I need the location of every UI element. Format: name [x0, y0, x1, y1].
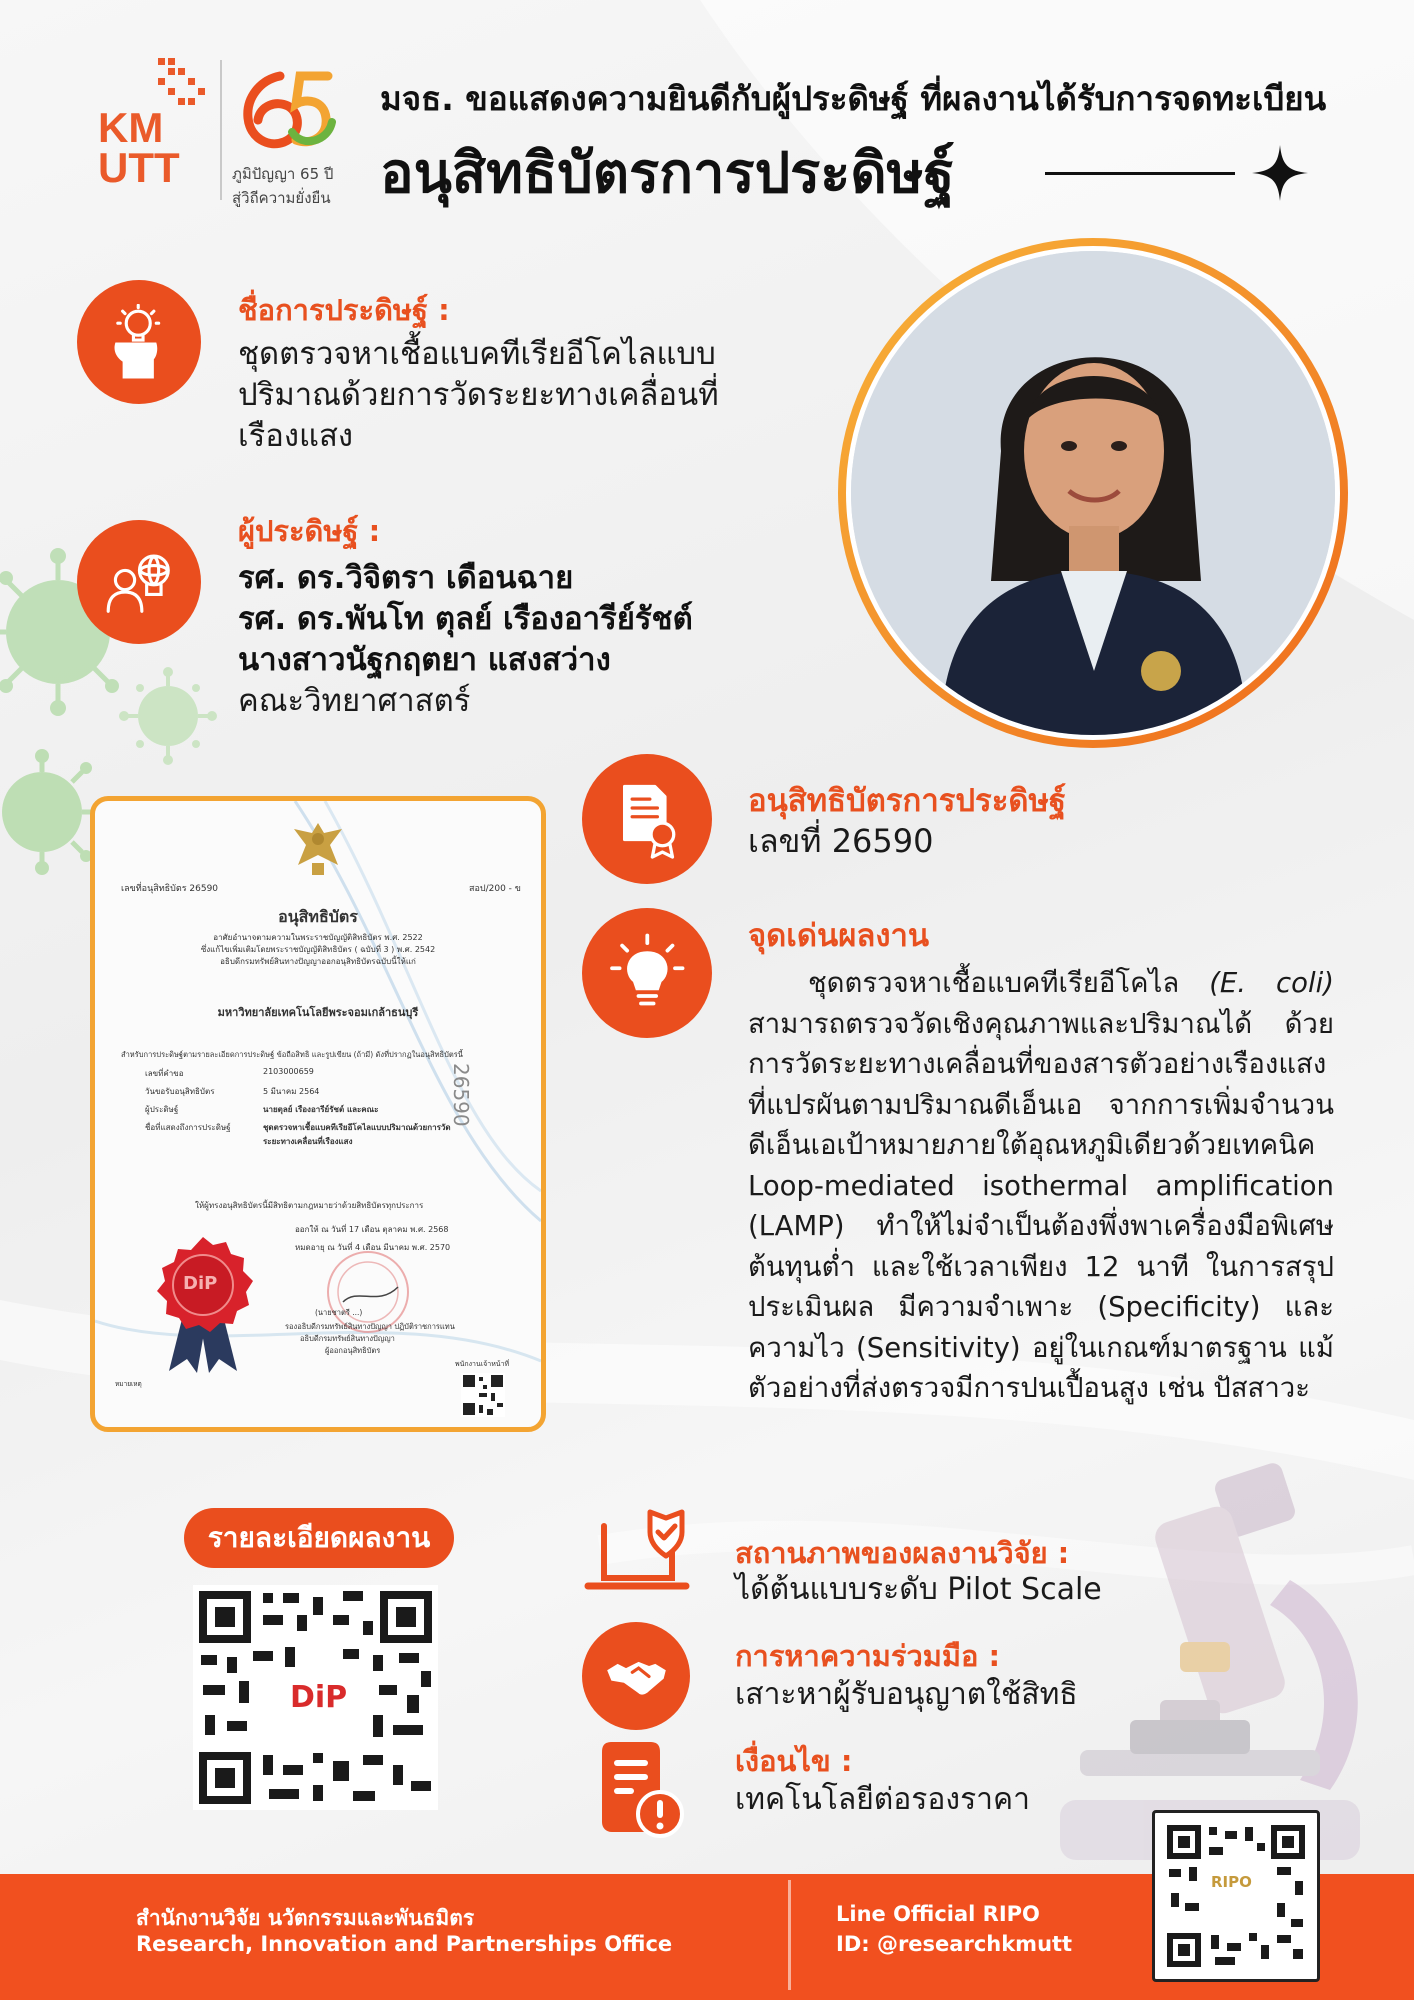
conditions-heading: เงื่อนไข :: [735, 1744, 853, 1778]
cert-field-label: เลขที่คำขอ: [145, 1069, 184, 1078]
cert-qr-code: [461, 1373, 505, 1417]
kmutt-logo: [96, 56, 216, 186]
dip-seal-icon: [147, 1235, 259, 1375]
highlights-heading: จุดเด่นผลงาน: [748, 918, 930, 954]
laptop-shield-icon: [584, 1508, 690, 1600]
header-title: อนุสิทธิบัตรการประดิษฐ์: [380, 141, 955, 206]
svg-text:KM: KM: [98, 104, 164, 151]
cert-field-label: วันขอรับอนุสิทธิบัตร: [145, 1087, 215, 1096]
cert-number-label: เลขที่อนุสิทธิบัตร 26590: [121, 884, 219, 894]
invention-name-line: ปริมาณด้วยการวัดระยะทางเคลื่อนที่: [238, 376, 719, 413]
collaboration-value: เสาะหาผู้รับอนุญาตใช้สิทธิ: [735, 1677, 1078, 1712]
cert-field-value: ชุดตรวจหาเชื้อแบคทีเรียอีโคไลแบบปริมาณด้วยการวัด: [263, 1123, 451, 1132]
cert-holder: มหาวิทยาลัยเทคโนโลยีพระจอมเกล้าธนบุรี: [217, 1006, 419, 1019]
header-rule: [1045, 172, 1235, 175]
collaboration-heading: การหาความร่วมมือ :: [735, 1639, 1001, 1673]
highlights-body: [748, 963, 1334, 1409]
footer-office-th: สำนักงานวิจัย นวัตกรรมและพันธมิตร: [136, 1906, 475, 1930]
cert-issued: ออกให้ ณ วันที่ 17 เดือน ตุลาคม พ.ศ. 2568: [295, 1225, 449, 1234]
idea-head-icon: [77, 280, 201, 404]
status-heading: สถานภาพของผลงานวิจัย :: [735, 1536, 1070, 1570]
patent-heading: อนุสิทธิบัตรการประดิษฐ์: [748, 783, 1067, 819]
invention-name: [238, 334, 758, 457]
inventors-list: [238, 558, 758, 722]
garuda-emblem-icon: [290, 819, 346, 879]
logo-65-caption-2: สู่วิถีความยั่งยืน: [232, 189, 331, 207]
inventor-photo: [851, 251, 1335, 735]
virus-decoration-2: [119, 667, 217, 765]
sparkle-icon: [1252, 145, 1308, 201]
cert-title: อนุสิทธิบัตร: [278, 907, 358, 926]
cert-field-row: [145, 1135, 451, 1149]
anniversary-65-logo: [232, 62, 342, 207]
cert-field-label: ชื่อที่แสดงถึงการประดิษฐ์: [145, 1123, 231, 1132]
cert-field-row: [145, 1085, 451, 1103]
cert-signer-title-2: อธิบดีกรมทรัพย์สินทางปัญญา: [300, 1334, 395, 1343]
footer-line-label: Line Official RIPO: [836, 1902, 1040, 1926]
line-official-qr-code[interactable]: [1152, 1810, 1320, 1982]
cert-line-1: อาศัยอำนาจตามความในพระราชบัญญัติสิทธิบัตร พ.ศ. 2522: [213, 933, 423, 942]
cert-line-3: อธิบดีกรมทรัพย์สินทางปัญญาออกอนุสิทธิบัตรฉบับนี้ให้แก่: [220, 957, 416, 966]
cert-field-value: นายตุลย์ เรืองอารีย์รัชต์ และคณะ: [263, 1105, 379, 1114]
dip-badge-label: DiP: [290, 1680, 348, 1715]
patent-certificate-image: [90, 796, 546, 1432]
cert-form-code: สอป/200 - ข: [469, 884, 521, 894]
highlights-text-italic: (E. coli): [1209, 967, 1334, 999]
lightbulb-icon: [582, 908, 712, 1038]
cert-officer: พนักงานเจ้าหน้าที่: [455, 1360, 510, 1368]
cert-signer-title-3: ผู้ออกอนุสิทธิบัตร: [325, 1346, 381, 1355]
inventor-name: นางสาวนัฐกฤตยา แสงสว่าง: [238, 641, 611, 678]
cert-stamp-number: 26590: [449, 1063, 473, 1127]
cert-field-value: ระยะทางเคลื่อนที่เรืองแสง: [263, 1137, 353, 1146]
inventor-name: รศ. ดร.พันโท ตุลย์ เรืองอารีย์รัชต์: [238, 600, 693, 637]
conditions-value: เทคโนโลยีต่อรองราคา: [735, 1782, 1030, 1817]
cert-expires: หมดอายุ ณ วันที่ 4 เดือน มีนาคม พ.ศ. 2570: [295, 1243, 451, 1252]
cert-field-label: [145, 1135, 245, 1149]
inventor-photo-frame: [838, 238, 1348, 748]
inventors-heading: ผู้ประดิษฐ์ :: [238, 514, 381, 548]
details-button[interactable]: รายละเอียดผลงาน: [184, 1508, 454, 1568]
microscope-decoration: [1060, 1461, 1360, 1860]
cert-signer-name: (นายชาตรี ...): [315, 1308, 363, 1317]
invention-heading: ชื่อการประดิษฐ์ :: [238, 293, 450, 327]
cert-line-2: ซึ่งแก้ไขเพิ่มเติมโดยพระราชบัญญัติสิทธิบัตร ( ฉบับที่ 3 ) พ.ศ. 2542: [200, 945, 436, 954]
header-subtitle: มจธ. ขอแสดงความยินดีกับผู้ประดิษฐ์ ที่ผลงานได้รับการจดทะเบียน: [380, 79, 1327, 118]
cert-notes-label: หมายเหตุ: [115, 1380, 142, 1388]
ripo-badge-label: RIPO: [1211, 1873, 1252, 1891]
highlights-text-rest: สามารถตรวจวัดเชิงคุณภาพและปริมาณได้ ด้วยการวัดระยะทางเคลื่อนที่ของสารตัวอย่างเรืองแสงที่แปรผันตามปริมาณดีเอ็นเอ จากการเพิ่มจำนวนดีเอ็นเอเป้าหมายภายใต้อุณหภูมิเดียวด้วยเทคนิค Loop-mediated isothermal amplification (LAMP) ทำให้ไม่จำเป็นต้องพึ่งพาเครื่องมือพิเศษ ต้นทุนต่ำ และใช้เวลาเพียง 12 นาที ในการสรุปประเมินผล มีความจำเพาะ (Specificity) และความไว (Sensitivity) อยู่ในเกณฑ์มาตรฐาน แม้ตัวอย่างที่ส่งตรวจมีการปนเปื้อนสูง เช่น ปัสสาวะ: [748, 1007, 1334, 1404]
highlights-text-start: ชุดตรวจหาเชื้อแบคทีเรียอีโคไล: [808, 967, 1210, 999]
cert-signer-title-1: รองอธิบดีกรมทรัพย์สินทางปัญญา ปฏิบัติราชการแทน: [285, 1322, 455, 1331]
logo-65-caption-1: ภูมิปัญญา 65 ปี: [232, 165, 334, 183]
faculty-name: คณะวิทยาศาสตร์: [238, 682, 471, 719]
logo-separator: [220, 60, 222, 200]
footer-line-id[interactable]: ID: @researchkmutt: [836, 1932, 1073, 1956]
footer-divider: [788, 1880, 791, 1990]
certificate-document-icon: [582, 754, 712, 884]
cert-fields: [145, 1067, 451, 1149]
footer-office-en: Research, Innovation and Partnerships Office: [136, 1932, 673, 1956]
inventor-name: รศ. ดร.วิจิตรา เดือนฉาย: [238, 560, 574, 596]
document-alert-icon: [592, 1738, 688, 1838]
cert-validity: ให้ผู้ทรงอนุสิทธิบัตรนี้มีสิทธิตามกฎหมายว่าด้วยสิทธิบัตรทุกประการ: [195, 1201, 424, 1210]
cert-field-value: 5 มีนาคม 2564: [263, 1087, 320, 1096]
patent-number: เลขที่ 26590: [748, 822, 934, 860]
cert-field-value: 2103000659: [263, 1067, 314, 1076]
cert-field-row: [145, 1121, 451, 1135]
invention-name-line: ชุดตรวจหาเชื้อแบคทีเรียอีโคไลแบบ: [238, 336, 716, 372]
svg-text:UTT: UTT: [98, 144, 180, 186]
scientist-atom-icon: [77, 520, 201, 644]
invention-name-line: เรืองแสง: [238, 417, 354, 454]
cert-field-label: ผู้ประดิษฐ์: [145, 1105, 179, 1114]
cert-intro: สำหรับการประดิษฐ์ตามรายละเอียดการประดิษฐ์ ข้อถือสิทธิ และรูปเขียน (ถ้ามี) ดังที่ปรากฏในอนุสิทธิบัตรนี้: [121, 1050, 463, 1059]
dip-seal-label: DiP: [183, 1273, 218, 1294]
status-value: ได้ต้นแบบระดับ Pilot Scale: [735, 1572, 1102, 1607]
cert-field-row: [145, 1067, 451, 1085]
handshake-icon: [582, 1622, 690, 1730]
cert-field-row: [145, 1103, 451, 1121]
